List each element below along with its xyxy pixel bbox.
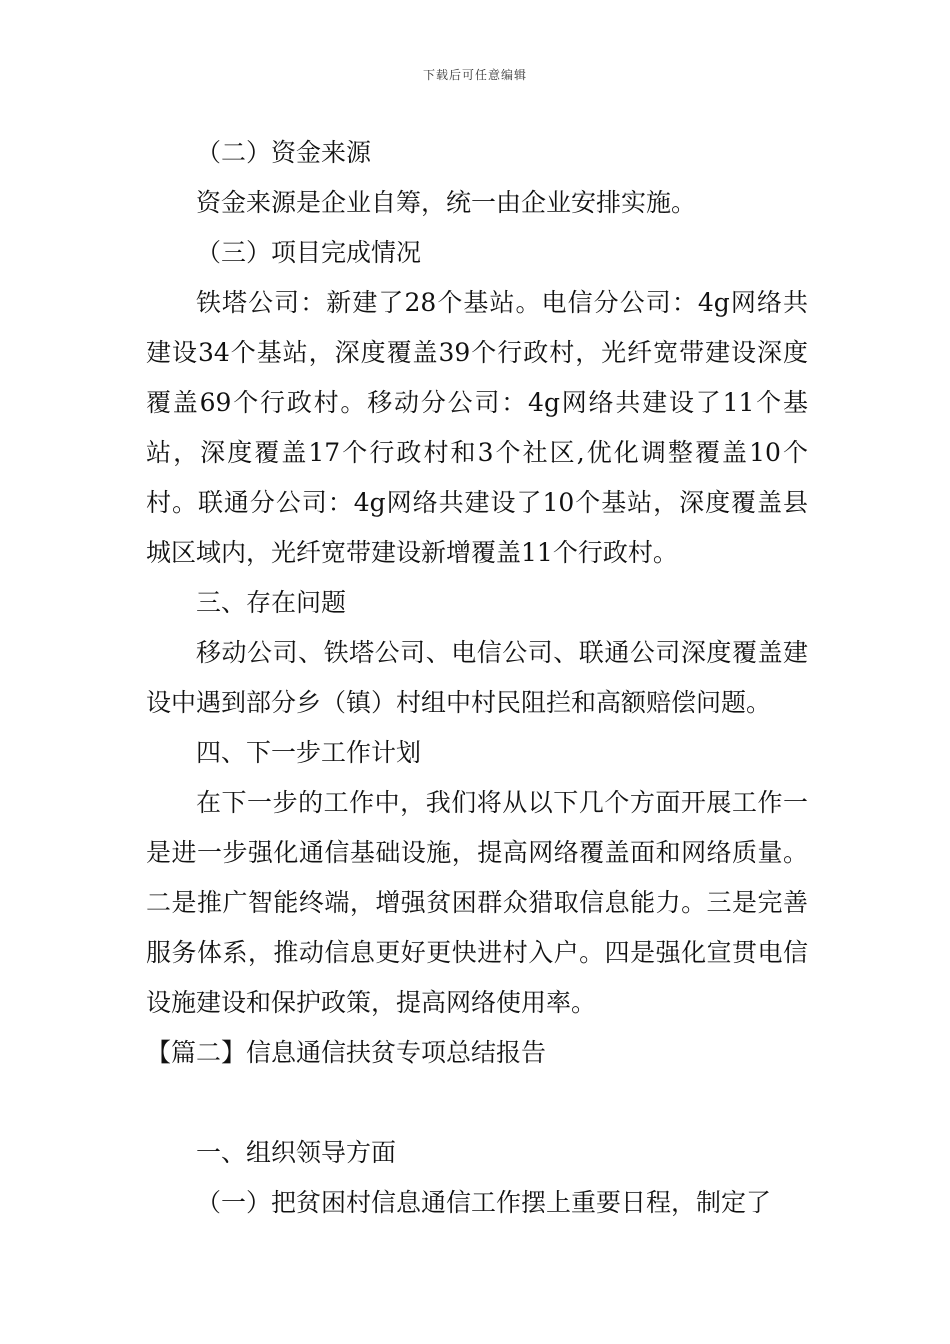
paragraph-project-completion: 铁塔公司：新建了28个基站。电信分公司：4g网络共建设34个基站，深度覆盖39个行政村，光纤宽带建设深度覆盖69个行政村。移动分公司：4g网络共建设了11个基站，深度覆盖17个行政村和3个社区,优化调整覆盖10个村。联通分公司：4g网络共建设了10个基站，深度覆盖县城区域内，光纤宽带建设新增覆盖11个行政村。 [146,288,808,567]
section-heading-organization-leadership: 一、组织领导方面 [196,1138,397,1167]
paragraph-existing-problems: 移动公司、铁塔公司、电信公司、联通公司深度覆盖建设中遇到部分乡（镇）村组中村民阻拦和高额赔偿问题。 [146,638,808,717]
paragraph-organization-leadership: （一）把贫困村信息通信工作摆上重要日程，制定了 [196,1188,772,1217]
document-body [146,128,808,1228]
section-heading-project-completion: （三）项目完成情况 [196,238,422,267]
section-heading-existing-problems: 三、存在问题 [196,588,347,617]
header-note: 下载后可任意编辑 [422,68,527,82]
paragraph-next-steps: 在下一步的工作中，我们将从以下几个方面开展工作一是进一步强化通信基础设施，提高网络覆盖面和网络质量。二是推广智能终端，增强贫困群众猎取信息能力。三是完善服务体系，推动信息更好更快进村入户。四是强化宣贯电信设施建设和保护政策，提高网络使用率。 [146,788,808,1017]
paragraph-funding-source: 资金来源是企业自筹，统一由企业安排实施。 [196,188,697,217]
section-heading-funding-source: （二）资金来源 [196,138,372,167]
section-heading-next-steps: 四、下一步工作计划 [196,738,422,767]
article-title-part-two: 【篇二】信息通信扶贫专项总结报告 [146,1038,547,1067]
blank-line [146,1078,808,1128]
